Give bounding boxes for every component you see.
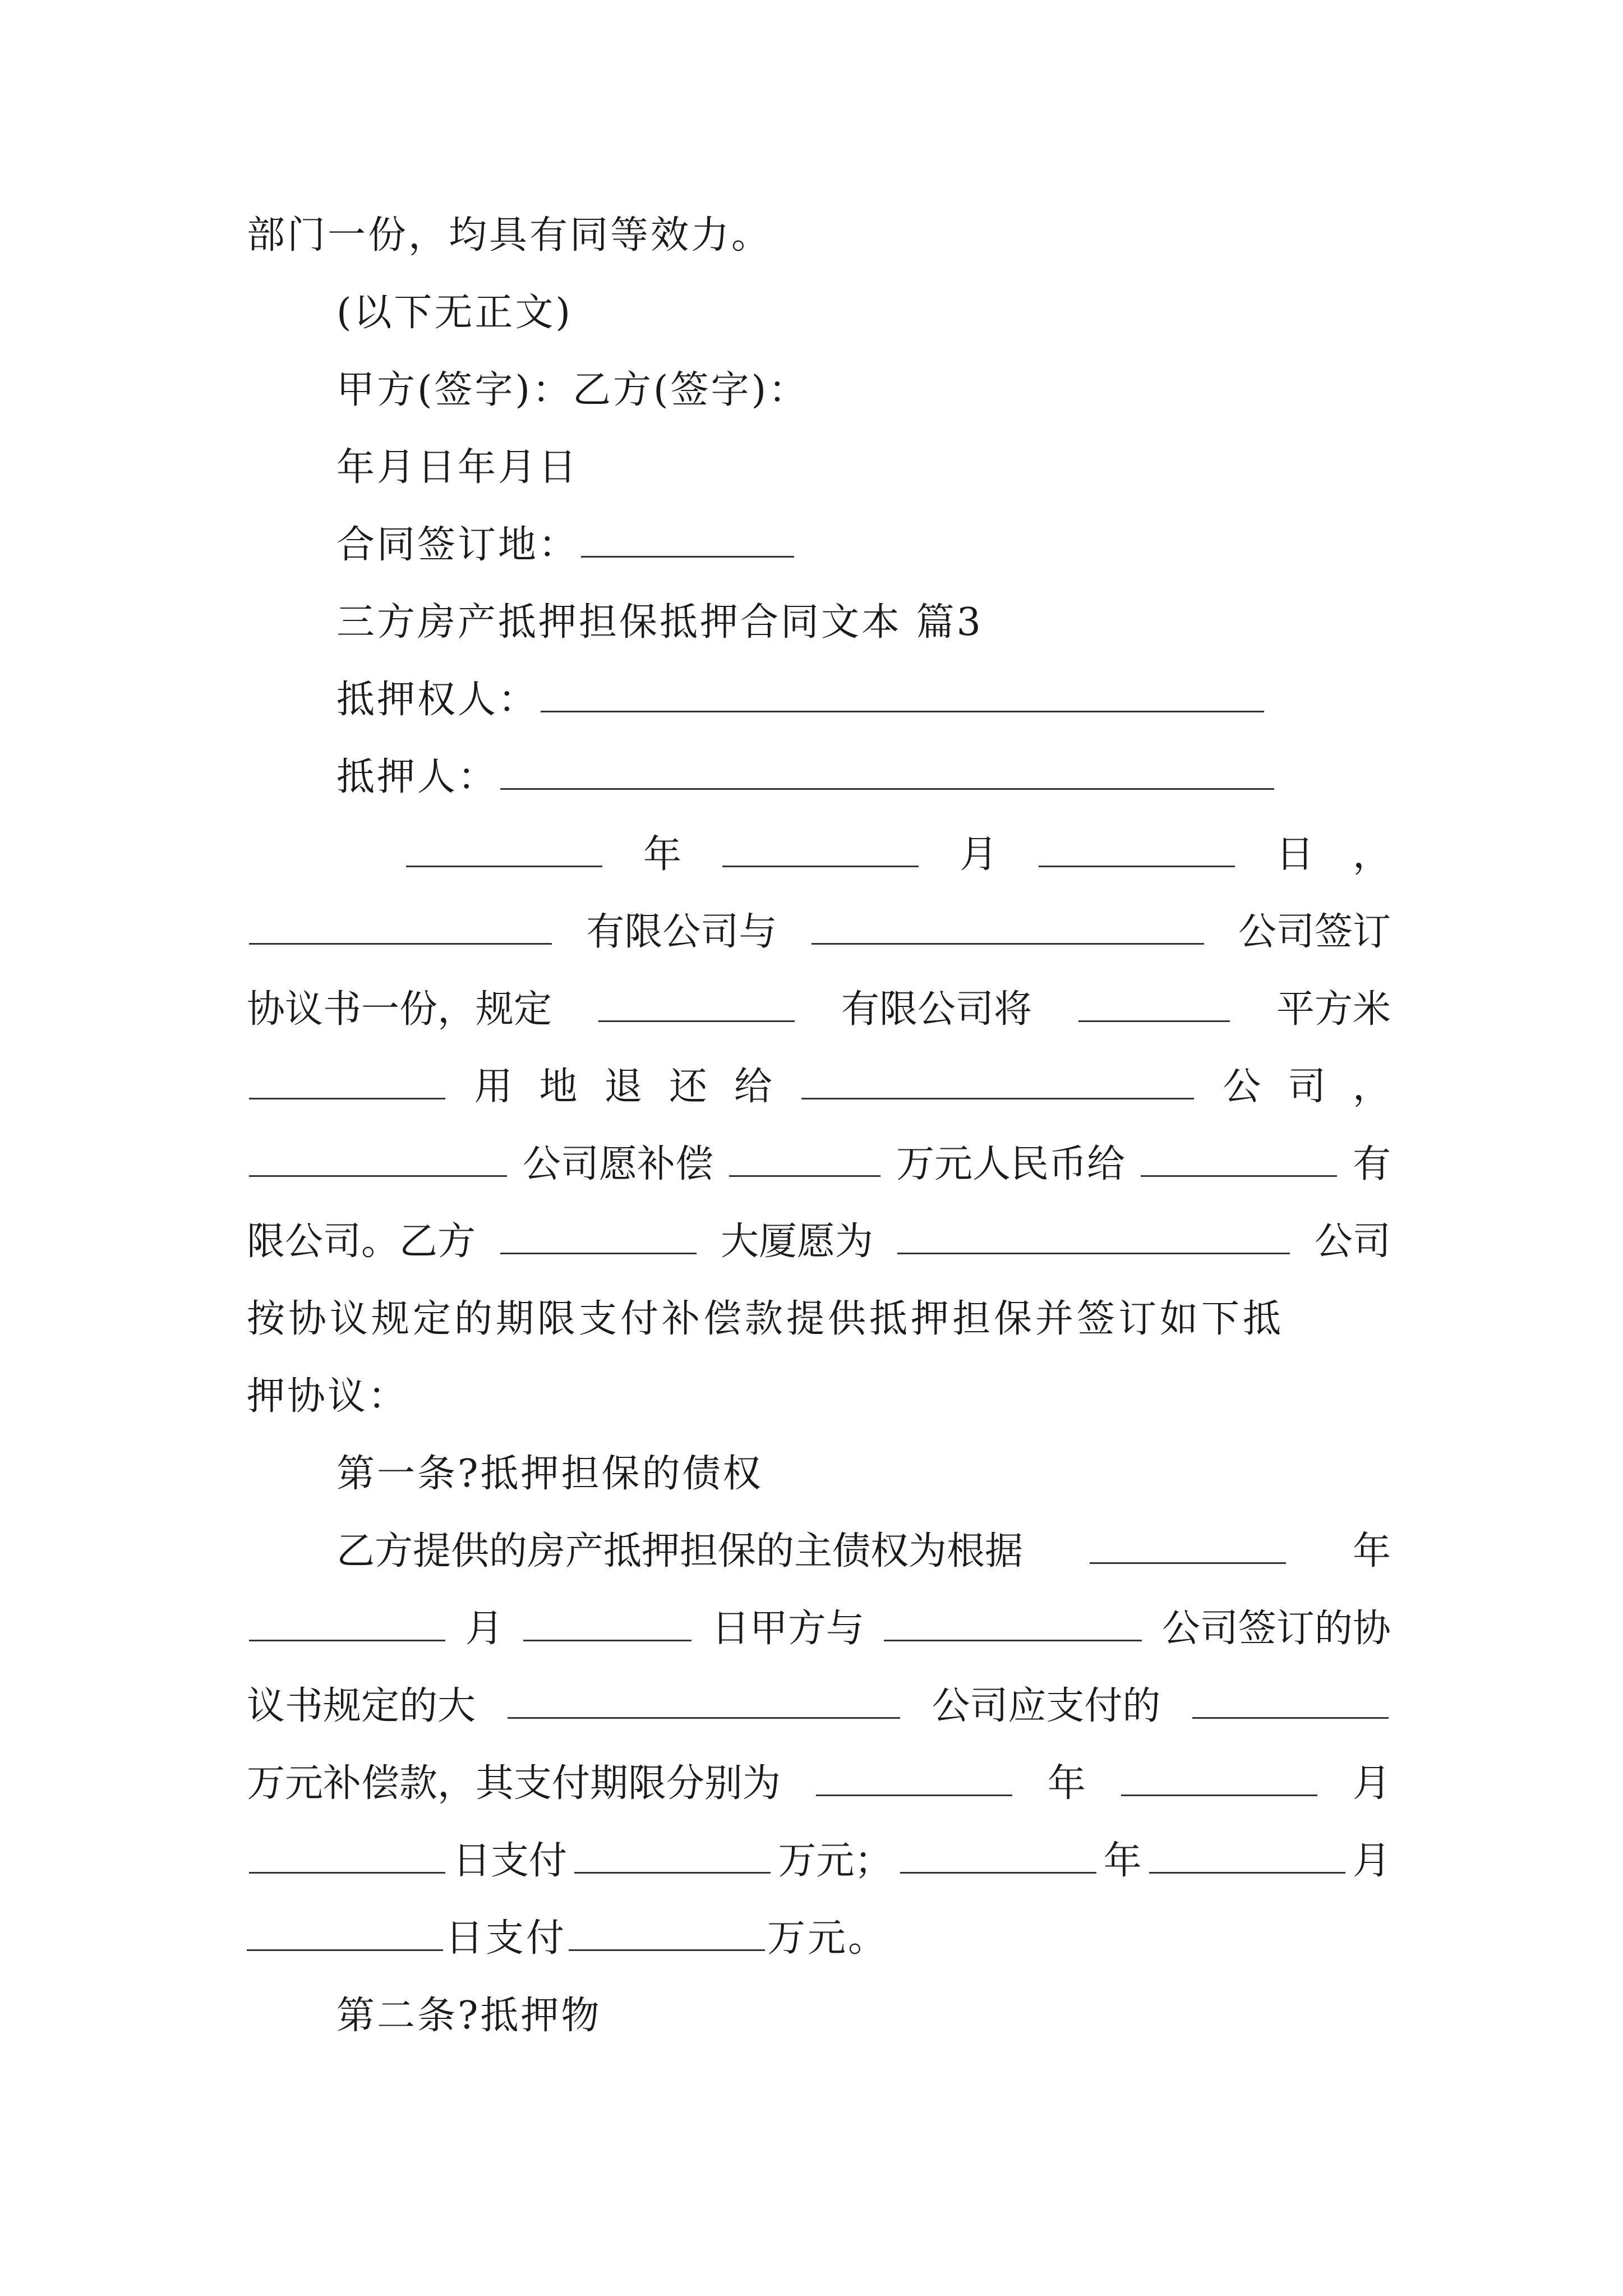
fill-blank	[1121, 1760, 1317, 1796]
text-segment: 有限公司将	[841, 987, 1032, 1032]
fill-blank	[249, 1140, 507, 1177]
fill-blank	[249, 1837, 445, 1874]
text-segment: 月	[1352, 1761, 1391, 1806]
text-segment: 议书规定的大	[247, 1684, 476, 1728]
text-line	[247, 1053, 1391, 1121]
fill-blank	[1149, 1837, 1345, 1874]
text-line	[247, 1208, 1391, 1276]
text-segment: 公司	[1314, 1220, 1391, 1264]
fill-blank	[406, 831, 602, 867]
mortgagee-line	[336, 666, 1391, 734]
fill-blank	[816, 1760, 1012, 1796]
fill-blank	[541, 676, 1264, 712]
fill-blank	[249, 908, 552, 945]
fill-blank	[247, 1915, 443, 1951]
fill-blank	[729, 1140, 880, 1177]
text-segment: 年	[1103, 1839, 1142, 1883]
text-segment: 日支付	[445, 1916, 567, 1961]
fill-blank	[249, 1605, 445, 1641]
text-line: 押协议：	[247, 1374, 409, 1419]
text-line	[247, 976, 1391, 1043]
fill-blank	[598, 986, 795, 1022]
text-segment: 乙方提供的房产抵押担保的主债权为根据	[336, 1529, 1023, 1573]
mortgagor-line	[336, 744, 1391, 811]
fill-blank	[1192, 1682, 1389, 1719]
text-segment: 限公司。乙方	[247, 1220, 476, 1264]
fill-blank	[1078, 986, 1230, 1022]
text-segment: 给	[734, 1065, 772, 1109]
text-segment: 大厦愿为	[720, 1220, 873, 1264]
text-line	[247, 1750, 1391, 1818]
label: 抵押人：	[336, 755, 499, 799]
fill-blank	[569, 1915, 765, 1951]
text-segment: 协议书一份，规定	[247, 987, 552, 1032]
text-segment: 月	[465, 1607, 504, 1651]
text-segment: 有限公司与	[586, 910, 777, 954]
fill-blank	[897, 1218, 1290, 1254]
text-segment: 地	[539, 1065, 578, 1109]
text-segment: 年	[1047, 1761, 1086, 1806]
section-title: 三方房产抵押担保抵押合同文本 篇3	[336, 600, 983, 645]
fill-blank	[884, 1605, 1142, 1641]
text-line	[247, 1828, 1391, 1895]
fill-blank	[811, 908, 1204, 945]
text-line: 部门一份，均具有同等效力。	[247, 213, 772, 257]
label: 合同签订地：	[336, 523, 579, 567]
text-segment: 公	[1223, 1065, 1261, 1109]
text-segment: 公司愿补偿	[522, 1142, 713, 1186]
fill-blank	[500, 753, 1274, 790]
fill-blank	[1039, 831, 1235, 867]
text-segment: 万元人民币给	[896, 1142, 1125, 1186]
fill-blank	[722, 831, 919, 867]
text-segment: 日	[1275, 832, 1314, 877]
date-line: 年月日年月日	[336, 445, 579, 490]
text-segment: 日支付	[453, 1839, 568, 1883]
text-line	[247, 1131, 1391, 1198]
text-segment: ，	[1352, 1065, 1391, 1109]
fill-blank	[508, 1682, 900, 1719]
text-segment: 用	[474, 1065, 513, 1109]
contract-place-line	[336, 512, 1391, 579]
text-segment: 月	[1352, 1839, 1391, 1883]
text-segment: 万元补偿款，其支付期限分别为	[247, 1761, 781, 1806]
fill-blank	[523, 1605, 691, 1641]
text-segment: 司	[1288, 1065, 1326, 1109]
text-line	[247, 899, 1391, 966]
fill-blank	[1090, 1527, 1286, 1564]
text-segment: 公司应支付的	[932, 1684, 1161, 1728]
text-segment: 公司签订的协	[1161, 1607, 1391, 1651]
clause-title: 第一条?抵押担保的债权	[336, 1452, 763, 1496]
text-segment: 退	[604, 1065, 643, 1109]
text-line	[247, 1595, 1391, 1663]
signature-line: 甲方(签字)：乙方(签字)：	[336, 368, 809, 412]
clause-title: 第二条?抵押物	[336, 1994, 602, 2038]
text-segment: 有	[1352, 1142, 1391, 1186]
text-line: 按协议规定的期限支付补偿款提供抵押担保并签订如下抵	[247, 1297, 1285, 1341]
fill-blank	[900, 1837, 1096, 1874]
text-line	[336, 1518, 1391, 1585]
text-segment: 万元。	[767, 1916, 889, 1961]
fill-blank	[574, 1837, 771, 1874]
fill-blank	[1141, 1140, 1337, 1177]
fill-blank	[249, 1063, 445, 1099]
fill-blank	[801, 1063, 1194, 1099]
fill-blank	[500, 1218, 697, 1254]
text-segment: ，	[1352, 832, 1391, 877]
text-line: (以下无正文)	[336, 291, 573, 335]
text-line	[247, 1673, 1391, 1740]
label: 抵押权人：	[336, 678, 539, 722]
text-segment: 万元；	[778, 1839, 893, 1883]
text-segment: 公司签订	[1238, 910, 1391, 954]
text-segment: 年	[1352, 1529, 1391, 1573]
fill-blank	[581, 521, 794, 558]
text-segment: 年	[643, 832, 681, 877]
text-line	[404, 821, 1391, 889]
text-segment: 日甲方与	[711, 1607, 864, 1651]
text-line	[247, 1905, 1391, 1972]
text-segment: 还	[669, 1065, 708, 1109]
text-segment: 月	[959, 832, 998, 877]
text-segment: 平方米	[1276, 987, 1391, 1032]
